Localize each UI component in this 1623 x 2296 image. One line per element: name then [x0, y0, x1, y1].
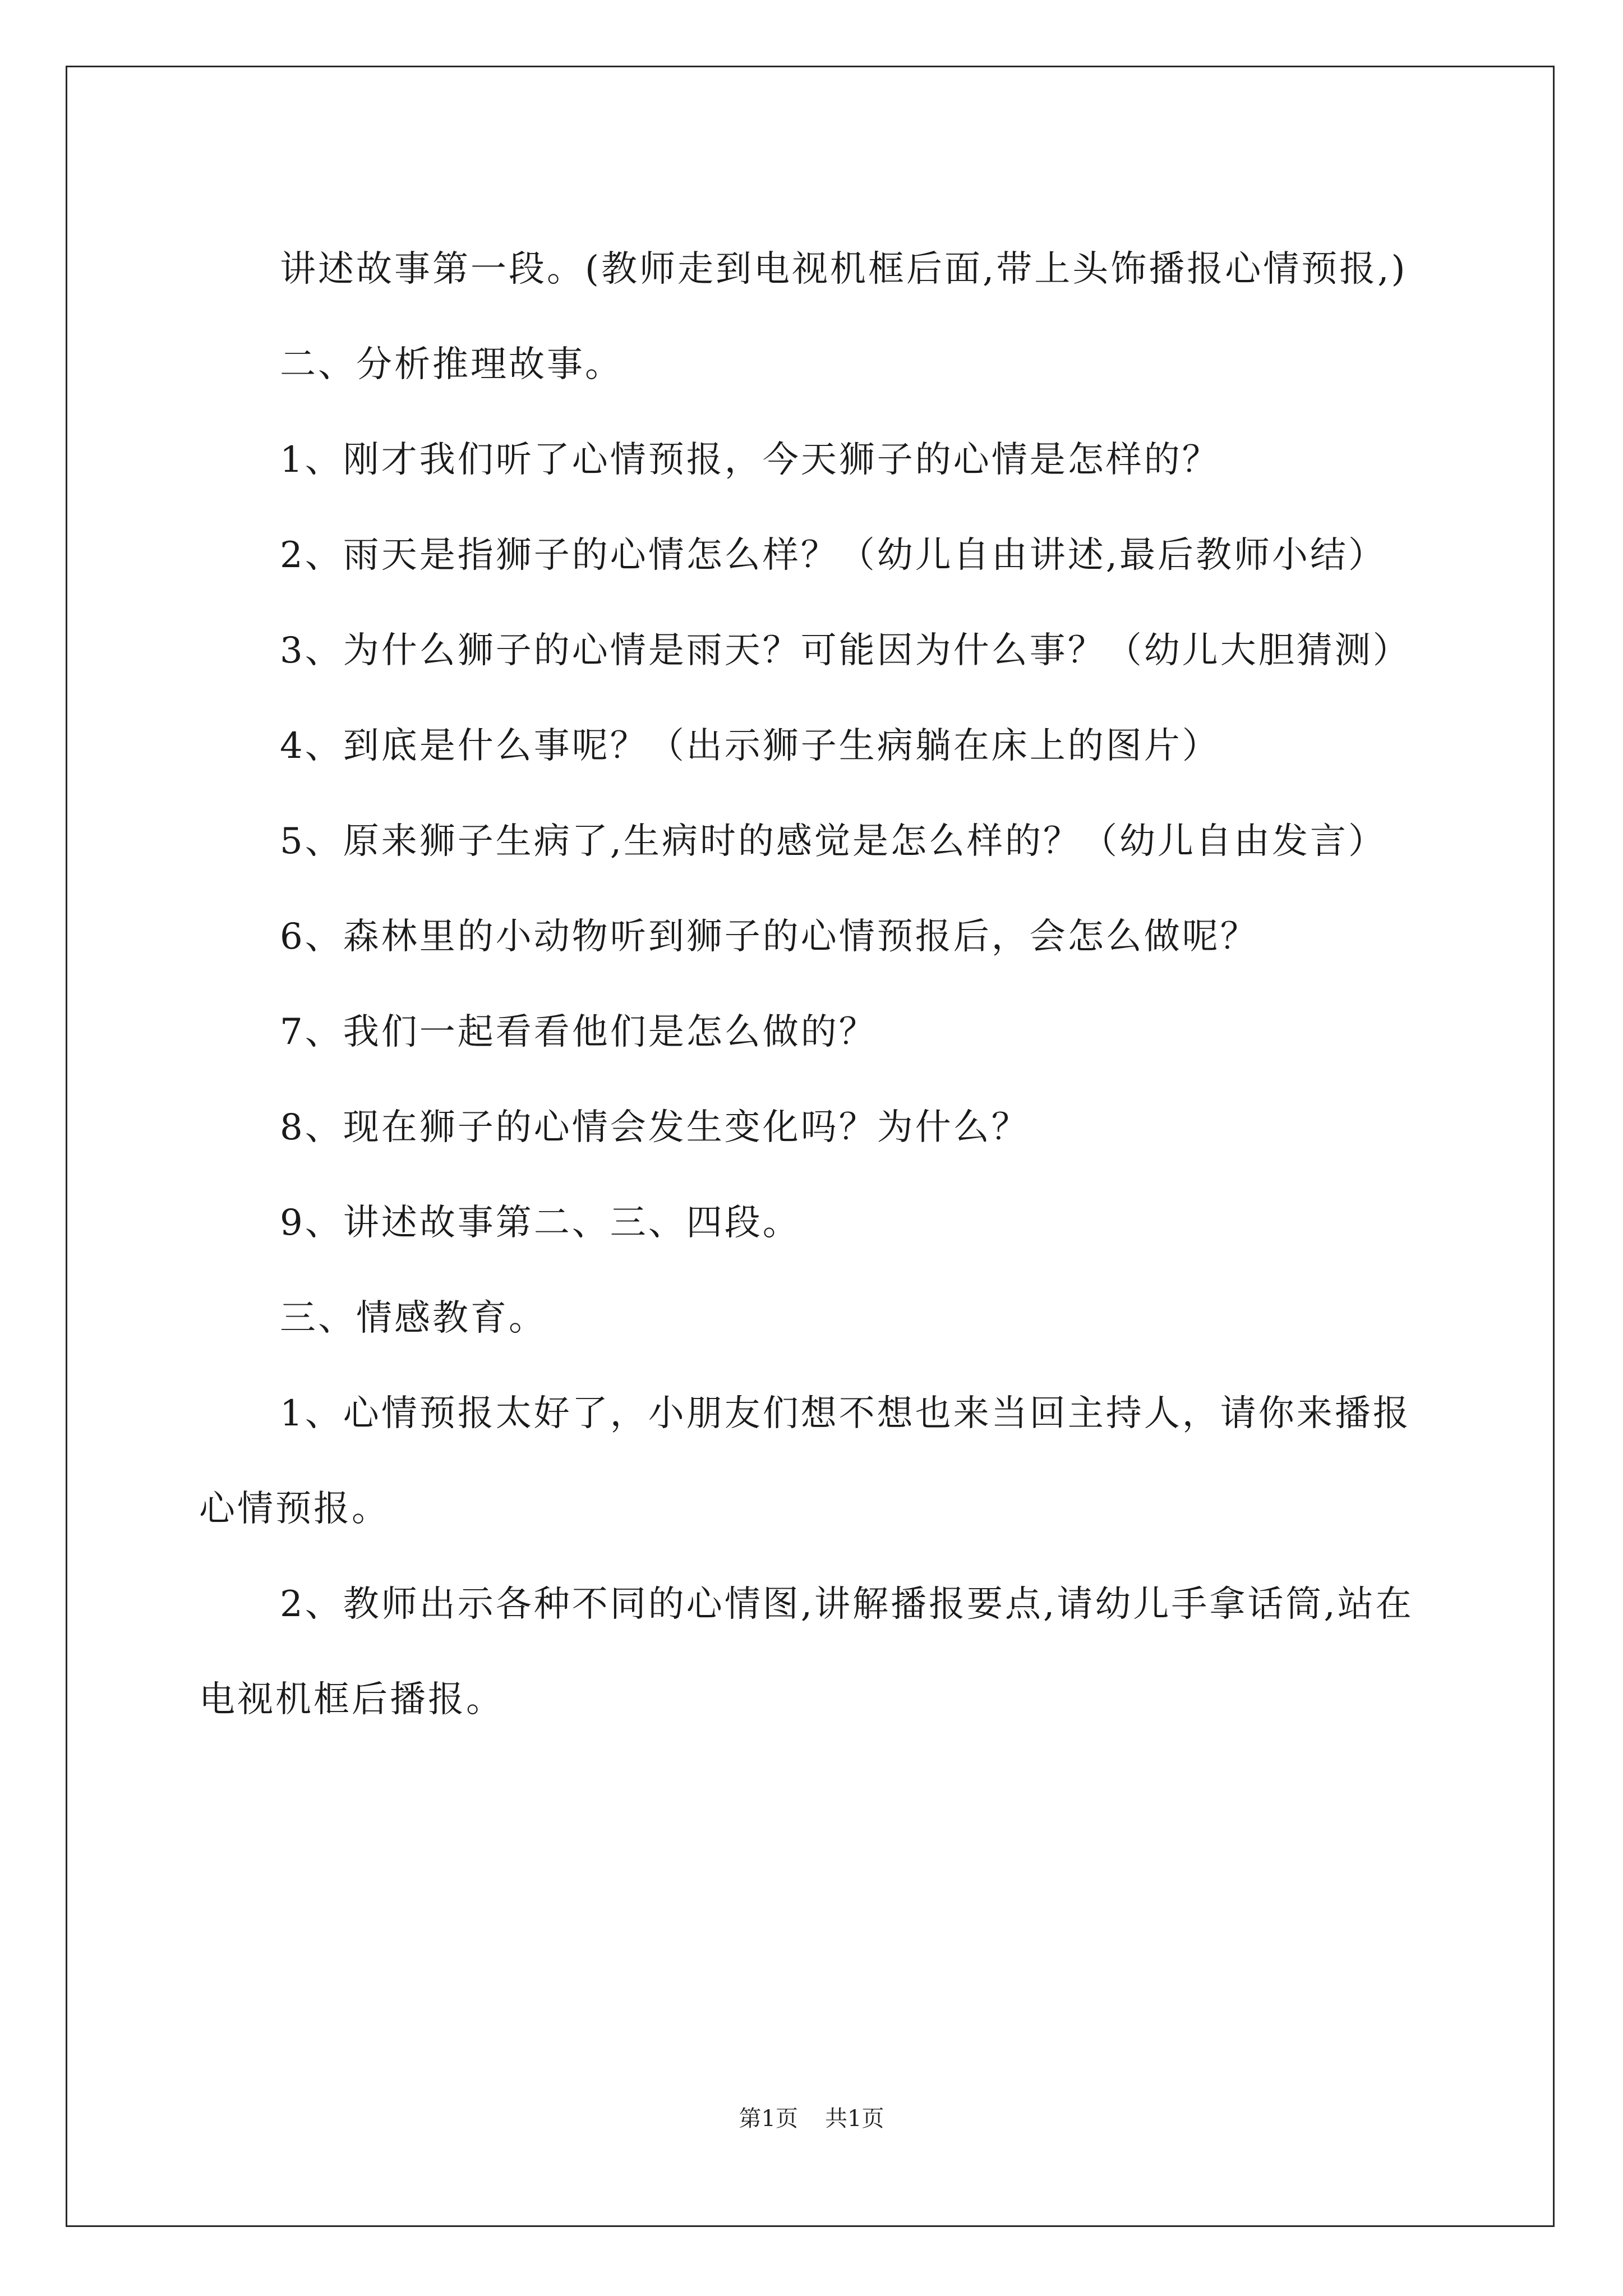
page-number-current: 第1页 [739, 2106, 798, 2132]
page-number-total: 共1页 [825, 2106, 884, 2132]
list-item: 5、原来狮子生病了,生病时的感觉是怎么样的？（幼儿自由发言） [280, 821, 1387, 862]
section-heading: 二、分析推理故事。 [280, 344, 623, 385]
paragraph: 讲述故事第一段。(教师走到电视机框后面,带上头饰播报心情预报,) [280, 249, 1408, 290]
list-item: 4、到底是什么事呢？（出示狮子生病躺在床上的图片） [280, 725, 1220, 767]
list-item: 9、讲述故事第二、三、四段。 [280, 1202, 801, 1244]
list-item: 1、心情预报太好了，小朋友们想不想也来当回主持人，请你来播报心情预报。 [199, 1393, 1411, 1530]
list-item: 6、森林里的小动物听到狮子的心情预报后，会怎么做呢？ [280, 916, 1258, 958]
list-item: 2、雨天是指狮子的心情怎么样？（幼儿自由讲述,最后教师小结） [280, 535, 1387, 576]
section-heading: 三、情感教育。 [280, 1297, 547, 1339]
list-item: 2、教师出示各种不同的心情图,讲解播报要点,请幼儿手拿话筒,站在电视机框后播报。 [199, 1584, 1414, 1720]
page-footer [0, 2101, 1623, 2133]
list-item: 7、我们一起看看他们是怎么做的？ [280, 1011, 877, 1053]
document-body [199, 222, 1422, 1747]
list-item: 8、现在狮子的心情会发生变化吗？为什么？ [280, 1107, 1030, 1148]
list-item: 3、为什么狮子的心情是雨天？可能因为什么事？（幼儿大胆猜测） [280, 630, 1411, 671]
list-item: 1、刚才我们听了心情预报，今天狮子的心情是怎样的？ [280, 439, 1220, 481]
